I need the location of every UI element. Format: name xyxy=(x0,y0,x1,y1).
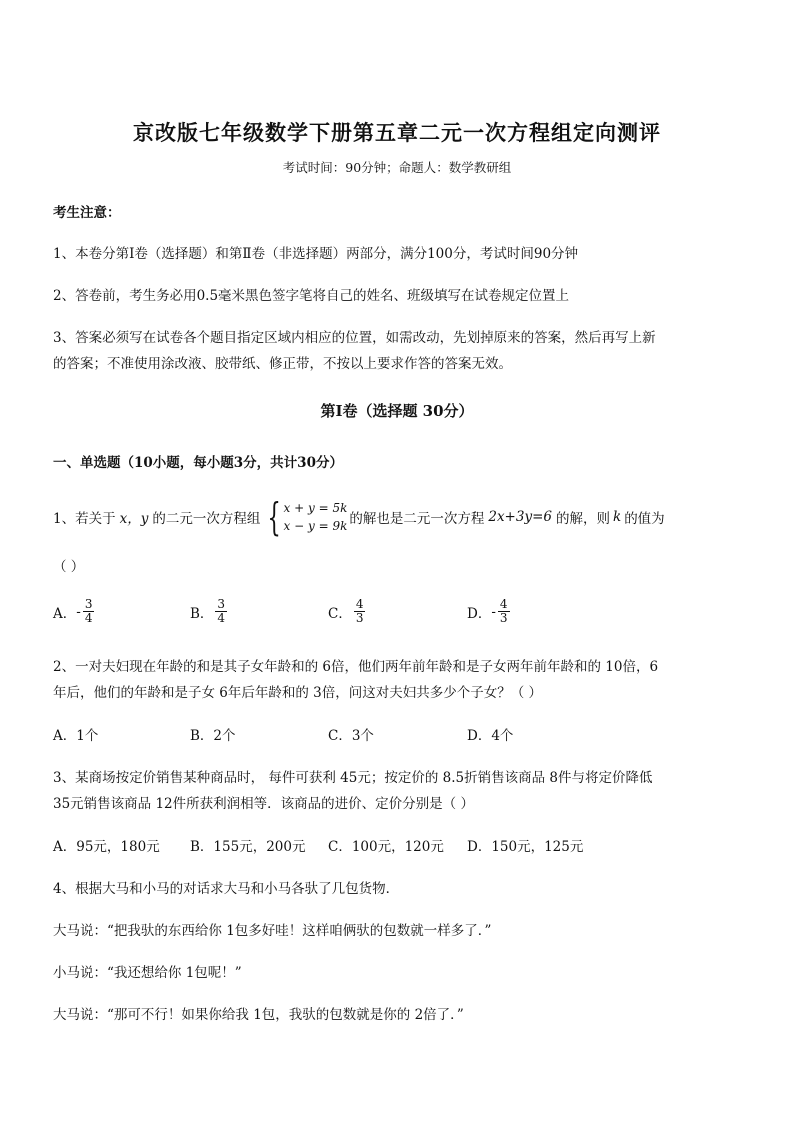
option-letter: D． xyxy=(467,605,492,622)
fraction-numerator: 4 xyxy=(499,597,508,611)
q1-suffix-b: 的解，则 xyxy=(556,511,610,527)
notice-item-2: 2、答卷前，考生务必用0.5毫米黑色签字笔将自己的姓名、班级填写在试卷规定位置上 xyxy=(53,288,570,304)
fraction-numerator: 3 xyxy=(217,597,226,611)
q1-suffix-a: 的解也是二元一次方程 xyxy=(349,511,485,527)
equation-system xyxy=(262,495,348,539)
q1-mid: 的二元一次方程组 xyxy=(152,511,261,527)
q3-option-a[interactable]: A．95元，180元 xyxy=(53,839,160,855)
q2-option-a[interactable]: A．1个 xyxy=(53,728,99,744)
option-letter: A． xyxy=(53,605,77,622)
part-heading: 一、单选题（10小题，每小题3分，共计30分） xyxy=(53,455,343,471)
brace-icon: { xyxy=(267,495,282,539)
question-1 xyxy=(53,495,665,539)
q1-suffix-c: 的值为 xyxy=(624,511,665,527)
option-letter: B． xyxy=(190,605,214,622)
question-4-line-1: 4、根据大马和小马的对话求大马和小马各驮了几包货物． xyxy=(53,881,400,897)
q1-answer-paren: （ ） xyxy=(53,559,85,575)
fraction-numerator: 4 xyxy=(355,597,364,611)
q3-option-c[interactable]: C．100元，120元 xyxy=(328,839,444,855)
question-4-line-2: 大马说：“把我驮的东西给你 1包多好哇！这样咱俩驮的包数就一样多了．” xyxy=(53,923,492,939)
option-sign: - xyxy=(491,603,496,620)
notice-item-1: 1、本卷分第Ⅰ卷（选择题）和第Ⅱ卷（非选择题）两部分，满分100分，考试时间90分钟 xyxy=(53,246,579,262)
question-4-line-4: 大马说：“那可不行！如果你给我 1包，我驮的包数就是你的 2倍了．” xyxy=(53,1007,464,1023)
q1-vars: x，y xyxy=(119,511,149,527)
option-fraction xyxy=(354,598,366,625)
q3-option-d[interactable]: D．150元，125元 xyxy=(467,839,584,855)
equation-2: x − y = 9k xyxy=(283,519,348,533)
option-fraction xyxy=(215,598,227,625)
q1-option-a[interactable] xyxy=(53,598,94,625)
option-letter: C． xyxy=(328,605,352,622)
q3-option-b[interactable]: B．155元，200元 xyxy=(190,839,306,855)
q2-option-d[interactable]: D．4个 xyxy=(467,728,514,744)
q2-option-c[interactable]: C．3个 xyxy=(328,728,374,744)
notice-item-3-cont: 的答案；不准使用涂改液、胶带纸、修正带，不按以上要求作答的答案无效。 xyxy=(53,356,512,372)
notice-item-3: 3、答案必须写在试卷各个题目指定区域内相应的位置，如需改动，先划掉原来的答案，然后再写上新 xyxy=(53,330,656,346)
q1-option-c[interactable] xyxy=(328,598,365,625)
page-title: 京改版七年级数学下册第五章二元一次方程组定向测评 xyxy=(133,120,661,145)
option-fraction xyxy=(83,598,95,625)
notice-heading: 考生注意： xyxy=(53,205,121,221)
q1-option-d[interactable] xyxy=(467,598,510,625)
fraction-denominator: 3 xyxy=(499,611,508,626)
q2-option-b[interactable]: B．2个 xyxy=(190,728,236,744)
option-fraction xyxy=(498,598,510,625)
question-2-line-2: 年后，他们的年龄和是子女 6年后年龄和的 3倍，问这对夫妇共多少个子女？（ ） xyxy=(53,685,543,701)
section-title: 第Ⅰ卷（选择题 30分） xyxy=(320,402,474,420)
question-3-line-1: 3、某商场按定价销售某种商品时， 每件可获利 45元；按定价的 8.5折销售该商品 8件与将定价降低 xyxy=(53,770,653,786)
question-4-line-3: 小马说：“我还想给你 1包呢！” xyxy=(53,965,242,981)
fraction-denominator: 3 xyxy=(355,611,364,626)
q1-option-b[interactable] xyxy=(190,598,227,625)
equation-1: x + y = 5k xyxy=(283,501,348,515)
fraction-denominator: 4 xyxy=(217,611,226,626)
q1-equation: 2x+3y=6 xyxy=(488,509,552,525)
fraction-denominator: 4 xyxy=(84,611,93,626)
q1-prefix: 1、若关于 xyxy=(53,511,116,527)
exam-info: 考试时间：90分钟；命题人：数学教研组 xyxy=(282,160,512,175)
question-2-line-1: 2、一对夫妇现在年龄的和是其子女年龄和的 6倍，他们两年前年龄和是子女两年前年龄和的 10倍，6 xyxy=(53,659,659,675)
option-sign: - xyxy=(76,603,81,620)
fraction-numerator: 3 xyxy=(84,597,93,611)
q1-k: k xyxy=(613,509,622,525)
question-3-line-2: 35元销售该商品 12件所获利润相等．该商品的进价、定价分别是（ ） xyxy=(53,796,474,812)
